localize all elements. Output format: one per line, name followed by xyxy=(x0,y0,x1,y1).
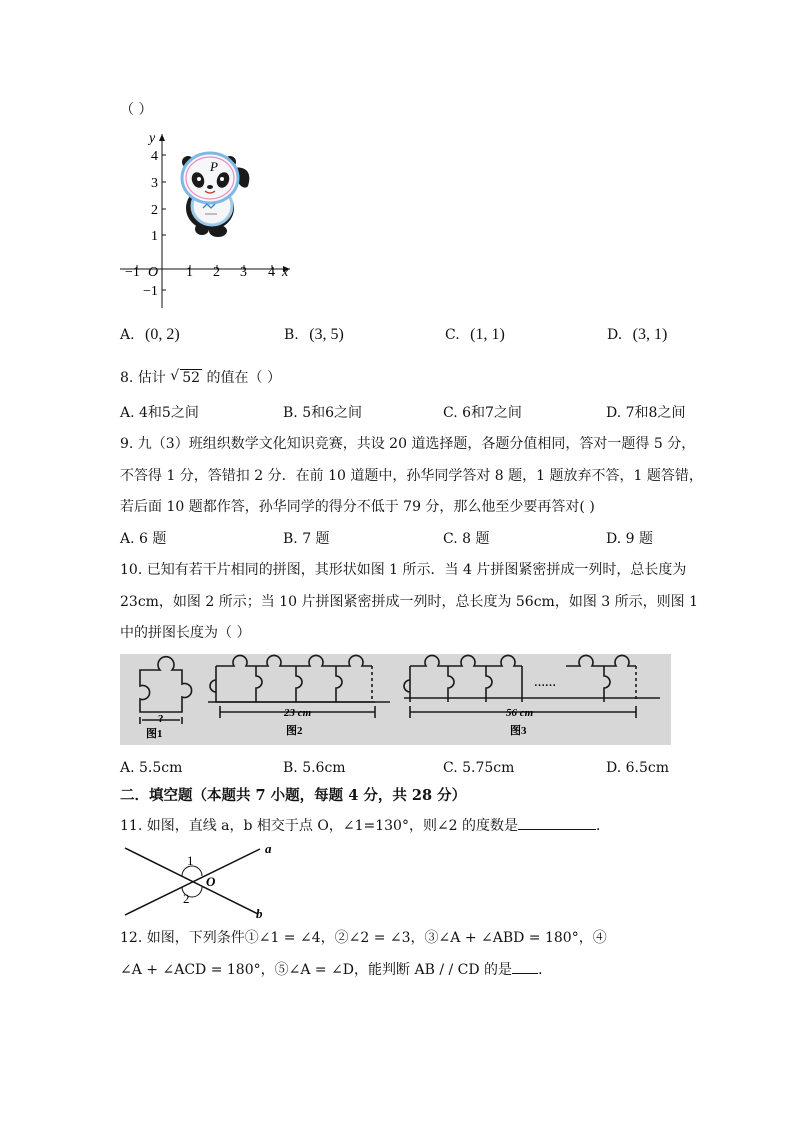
q9-option-b[interactable]: B. 7 题 xyxy=(283,531,330,547)
origin-label: O xyxy=(148,265,159,280)
q10-puzzle-figure xyxy=(120,654,671,745)
q8-option-a[interactable]: A. 4和5之间 xyxy=(120,405,199,421)
fig2-label: 图2 xyxy=(286,725,303,737)
x-axis-label: x xyxy=(282,265,289,280)
x-tick-label: 4 xyxy=(268,265,275,280)
section-2-heading: 二．填空题（本题共 7 小题，每题 4 分，共 28 分） xyxy=(120,787,467,804)
q11-intersecting-lines-figure xyxy=(120,840,280,922)
q10-line-1: 10. 已知有若干片相同的拼图，其形状如图 1 所示．当 4 片拼图紧密拼成一列时，总长度为 xyxy=(120,562,687,578)
option-letter: D. xyxy=(607,327,623,343)
option-value: (0, 2) xyxy=(145,326,180,343)
option-letter: B. xyxy=(284,327,299,343)
x-tick-label: −1 xyxy=(125,265,140,280)
angle-1-label: 1 xyxy=(187,853,194,868)
q9-line-2: 不答得 1 分，答错扣 2 分．在前 10 道题中，孙华同学答对 8 题，1 题放弃不答，1 题答错， xyxy=(120,468,703,484)
q10-option-a[interactable]: A. 5.5cm xyxy=(120,760,183,776)
q10-option-d[interactable]: D. 6.5cm xyxy=(606,760,670,776)
point-p-label: P xyxy=(210,159,218,174)
option-letter: C. xyxy=(445,327,460,343)
q12-answer-blank[interactable] xyxy=(512,959,538,974)
y-tick-label: −1 xyxy=(143,284,158,299)
fig1-dimension: ? xyxy=(158,713,164,725)
q7-coordinate-graph xyxy=(115,128,300,313)
q11-answer-blank[interactable] xyxy=(518,815,596,830)
option-value: (3, 5) xyxy=(309,326,344,343)
q10-option-c[interactable]: C. 5.75cm xyxy=(443,760,515,776)
q7-option-a[interactable] xyxy=(120,325,180,345)
panda-mascot-image xyxy=(182,153,249,237)
x-tick-label: 1 xyxy=(186,265,193,280)
q12-end: ． xyxy=(538,962,553,978)
fig3-dimension: 56 cm xyxy=(506,707,534,719)
radicand: 52 xyxy=(182,370,201,386)
fig1-label: 图1 xyxy=(146,728,163,740)
angle-2-label: 2 xyxy=(183,891,190,906)
q9-option-a[interactable]: A. 6 题 xyxy=(120,531,167,547)
q12-line-1: 12. 如图，下列条件①∠1 = ∠4，②∠2 = ∠3，③∠A + ∠ABD = 180°，④ xyxy=(120,930,607,946)
y-axis-label: y xyxy=(149,131,156,146)
sqrt-expression: √ 52 xyxy=(170,368,201,386)
y-tick-label: 2 xyxy=(151,203,158,218)
q7-option-c[interactable] xyxy=(445,325,505,345)
q8-option-b[interactable]: B. 5和6之间 xyxy=(283,405,363,421)
line-a-label: a xyxy=(265,841,272,856)
q9-option-c[interactable]: C. 8 题 xyxy=(443,531,490,547)
q8-option-d[interactable]: D. 7和8之间 xyxy=(606,405,686,421)
fig3-label: 图3 xyxy=(510,725,527,737)
q8-question xyxy=(120,368,281,388)
q10-line-2: 23cm，如图 2 所示；当 10 片拼图紧密拼成一列时，总长度为 56cm，如图 3 所示，则图 1 xyxy=(120,594,698,610)
y-tick-label: 4 xyxy=(151,149,158,164)
q8-suffix: 的值在（ ） xyxy=(206,370,281,386)
option-value: (1, 1) xyxy=(470,326,505,343)
x-tick-label: 2 xyxy=(213,265,220,280)
q9-line-3: 若后面 10 题都作答，孙华同学的得分不低于 79 分，那么他至少要再答对( ) xyxy=(120,499,595,515)
q8-option-c[interactable]: C. 6和7之间 xyxy=(443,405,522,421)
fig3-ellipsis: …… xyxy=(534,677,556,689)
q11-question xyxy=(120,815,610,836)
q11-end: ． xyxy=(596,818,611,834)
q8-prefix: 8. 估计 xyxy=(120,370,166,386)
q10-option-b[interactable]: B. 5.6cm xyxy=(283,760,346,776)
y-tick-label: 1 xyxy=(151,229,158,244)
q12-line-2 xyxy=(120,959,552,980)
q7-option-b[interactable] xyxy=(284,325,344,345)
q9-line-1: 9. 九（3）班组织数学文化知识竞赛，共设 20 道选择题，各题分值相同，答对一题得 5 分， xyxy=(120,436,696,452)
q10-line-3: 中的拼图长度为（ ） xyxy=(120,625,251,641)
q7-option-d[interactable] xyxy=(607,325,667,345)
q11-text: 11. 如图，直线 a，b 相交于点 O，∠1=130°，则∠2 的度数是 xyxy=(120,818,519,834)
point-o-label: O xyxy=(206,874,216,889)
q12-line-2-text: ∠A + ∠ACD = 180°，⑤∠A = ∠D，能判断 AB / / CD 的是 xyxy=(120,962,513,978)
y-tick-label: 3 xyxy=(151,176,158,191)
x-tick-label: 3 xyxy=(240,265,247,280)
option-letter: A. xyxy=(120,327,135,343)
q7-answer-paren: （ ） xyxy=(120,102,153,118)
q9-option-d[interactable]: D. 9 题 xyxy=(606,531,653,547)
option-value: (3, 1) xyxy=(632,326,668,343)
line-b-label: b xyxy=(256,906,263,921)
fig2-dimension: 23 cm xyxy=(284,707,312,719)
